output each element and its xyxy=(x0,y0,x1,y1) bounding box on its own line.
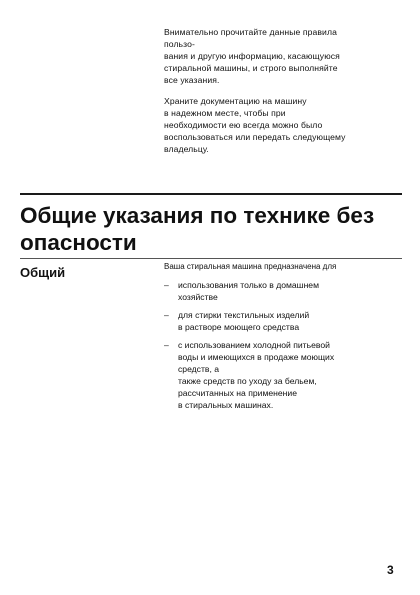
text-line: средств, а xyxy=(178,364,220,374)
list-item xyxy=(164,309,399,333)
text-line: стиральной машины, и строго выполняйте xyxy=(164,63,338,73)
page-title xyxy=(20,202,410,256)
section-body xyxy=(164,261,399,417)
text-line: в надежном месте, чтобы при xyxy=(164,108,286,118)
section-lead-text: Ваша стиральная машина предназначена для xyxy=(164,262,337,271)
dash-marker: – xyxy=(164,280,169,290)
intro-text-block xyxy=(164,26,394,164)
text-line: также средств по уходу за бельем, xyxy=(178,376,317,386)
text-line: владельцу. xyxy=(164,144,209,154)
text-line: все указания. xyxy=(164,75,220,85)
text-line: в стиральных машинах. xyxy=(178,400,274,410)
text-line: в растворе моющего средства xyxy=(178,322,300,332)
text-line: рассчитанных на применение xyxy=(178,388,297,398)
intended-use-list xyxy=(164,279,399,411)
text-line: пользо- xyxy=(164,39,195,49)
text-line: с использованием холодной питьевой xyxy=(178,340,330,350)
intro-paragraph-read-instructions xyxy=(164,26,394,86)
dash-marker: – xyxy=(164,340,169,350)
title-line: Общие указания по технике без xyxy=(20,203,375,228)
list-item xyxy=(164,339,399,411)
text-line: Храните документацию на машину xyxy=(164,96,307,106)
dash-marker: – xyxy=(164,310,169,320)
text-line: для стирки текстильных изделий xyxy=(178,310,310,320)
section-divider xyxy=(20,258,402,259)
text-line: использования только в домашнем xyxy=(178,280,319,290)
list-item xyxy=(164,279,399,303)
text-line: необходимости ею всегда можно было xyxy=(164,120,323,130)
text-line: Внимательно прочитайте данные правила xyxy=(164,27,337,37)
text-line: воды и имеющихся в продаже моющих xyxy=(178,352,335,362)
text-line: воспользоваться или передать следующему xyxy=(164,132,346,142)
title-top-divider xyxy=(20,193,402,195)
section-heading: Общий xyxy=(20,265,66,280)
page-number: 3 xyxy=(387,563,394,577)
title-line: опасности xyxy=(20,230,137,255)
intro-paragraph-keep-documentation xyxy=(164,95,394,155)
text-line: хозяйстве xyxy=(178,292,218,302)
text-line: вания и другую информацию, касающуюся xyxy=(164,51,340,61)
